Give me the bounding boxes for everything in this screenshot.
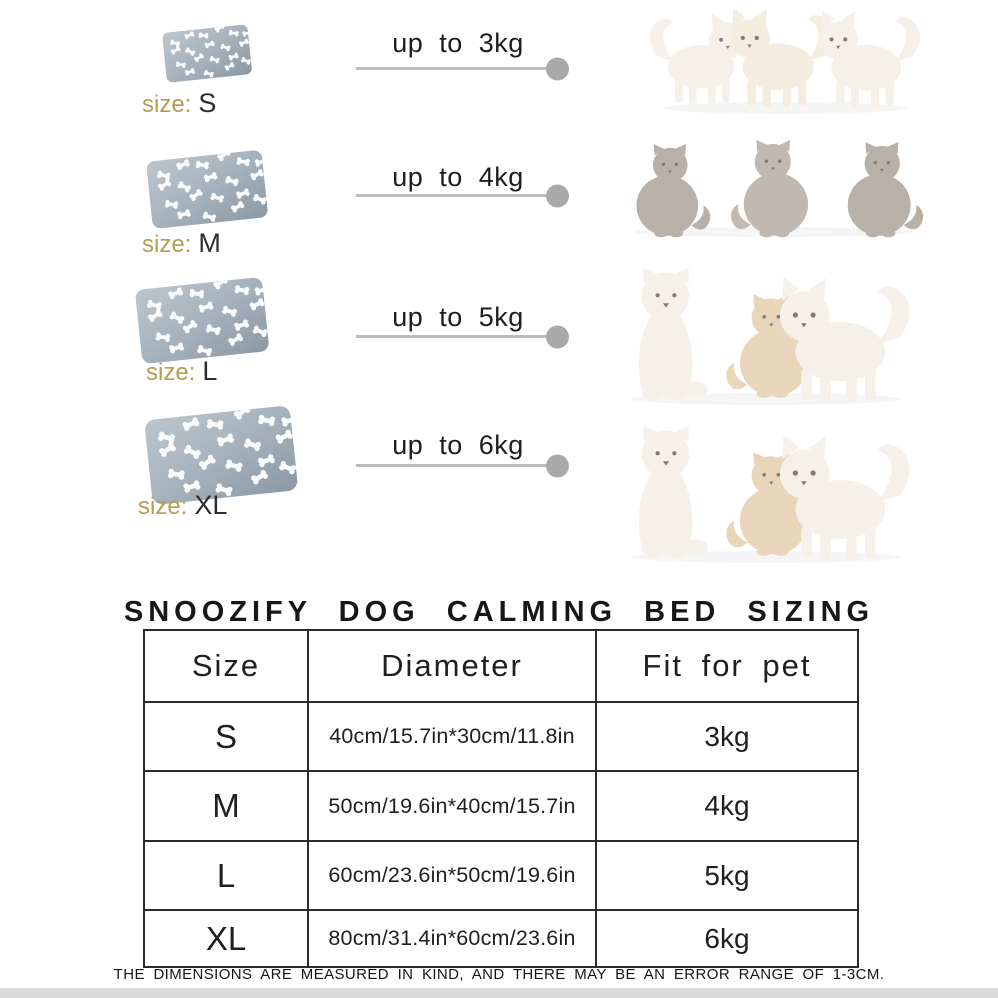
header-diameter: Diameter bbox=[308, 630, 596, 702]
dimensions-footnote: THE DIMENSIONS ARE MEASURED IN KIND, AND THERE MAY BE AN ERROR RANGE OF 1-3CM. bbox=[113, 966, 885, 983]
cell-size-xl: XL bbox=[144, 910, 308, 967]
pointer-line-s bbox=[356, 67, 558, 70]
size-label-m: size: bbox=[142, 231, 192, 258]
size-caption-xl bbox=[138, 490, 227, 521]
cell-fit-s: 3kg bbox=[596, 702, 858, 771]
size-label-s: size: bbox=[142, 91, 192, 118]
table-header-row bbox=[144, 630, 858, 702]
header-fit-for-pet: Fit for pet bbox=[596, 630, 858, 702]
cell-diameter-s: 40cm/15.7in*30cm/11.8in bbox=[308, 702, 596, 771]
cell-diameter-xl: 80cm/31.4in*60cm/23.6in bbox=[308, 910, 596, 967]
table-row-m bbox=[144, 771, 858, 841]
cats-image-l bbox=[616, 258, 916, 406]
size-value-l: L bbox=[202, 356, 218, 386]
table-row-s bbox=[144, 702, 858, 771]
weight-label-xl: up to 6kg bbox=[392, 430, 524, 460]
pointer-dot-m bbox=[546, 184, 569, 207]
table-row-xl bbox=[144, 910, 858, 967]
cats-image-m bbox=[622, 138, 927, 238]
cell-fit-l: 5kg bbox=[596, 841, 858, 910]
cats-image-xl bbox=[616, 416, 916, 564]
cell-diameter-m: 50cm/19.6in*40cm/15.7in bbox=[308, 771, 596, 841]
pointer-line-m bbox=[356, 194, 558, 197]
weight-label-m: up to 4kg bbox=[392, 162, 524, 192]
size-value-xl: XL bbox=[194, 490, 228, 520]
size-caption-m bbox=[142, 228, 221, 259]
cell-diameter-l: 60cm/23.6in*50cm/19.6in bbox=[308, 841, 596, 910]
cell-fit-m: 4kg bbox=[596, 771, 858, 841]
size-label-xl: size: bbox=[138, 493, 188, 520]
size-label-l: size: bbox=[146, 359, 196, 386]
pointer-line-l bbox=[356, 335, 558, 338]
pointer-dot-l bbox=[546, 325, 569, 348]
cell-size-l: L bbox=[144, 841, 308, 910]
size-table bbox=[143, 629, 859, 968]
weight-label-l: up to 5kg bbox=[392, 302, 524, 332]
cell-size-s: S bbox=[144, 702, 308, 771]
table-row-l bbox=[144, 841, 858, 910]
pointer-dot-s bbox=[546, 57, 569, 80]
size-value-s: S bbox=[198, 88, 217, 118]
mat-image-s bbox=[156, 14, 258, 91]
cats-image-s bbox=[645, 5, 925, 115]
pointer-line-xl bbox=[356, 464, 558, 467]
product-row-m bbox=[0, 128, 998, 258]
product-row-xl bbox=[0, 388, 998, 565]
main-title: SNOOZIFY DOG CALMING BED SIZING bbox=[123, 596, 875, 629]
size-value-m: M bbox=[198, 228, 221, 258]
size-caption-l bbox=[146, 356, 217, 387]
mat-image-m bbox=[138, 136, 276, 240]
product-row-l bbox=[0, 258, 998, 388]
cell-fit-xl: 6kg bbox=[596, 910, 858, 967]
pointer-dot-xl bbox=[546, 454, 569, 477]
bottom-strip bbox=[0, 988, 998, 998]
size-caption-s bbox=[142, 88, 216, 119]
product-row-s bbox=[0, 0, 998, 128]
header-size: Size bbox=[144, 630, 308, 702]
weight-label-s: up to 3kg bbox=[392, 28, 524, 58]
cell-size-m: M bbox=[144, 771, 308, 841]
